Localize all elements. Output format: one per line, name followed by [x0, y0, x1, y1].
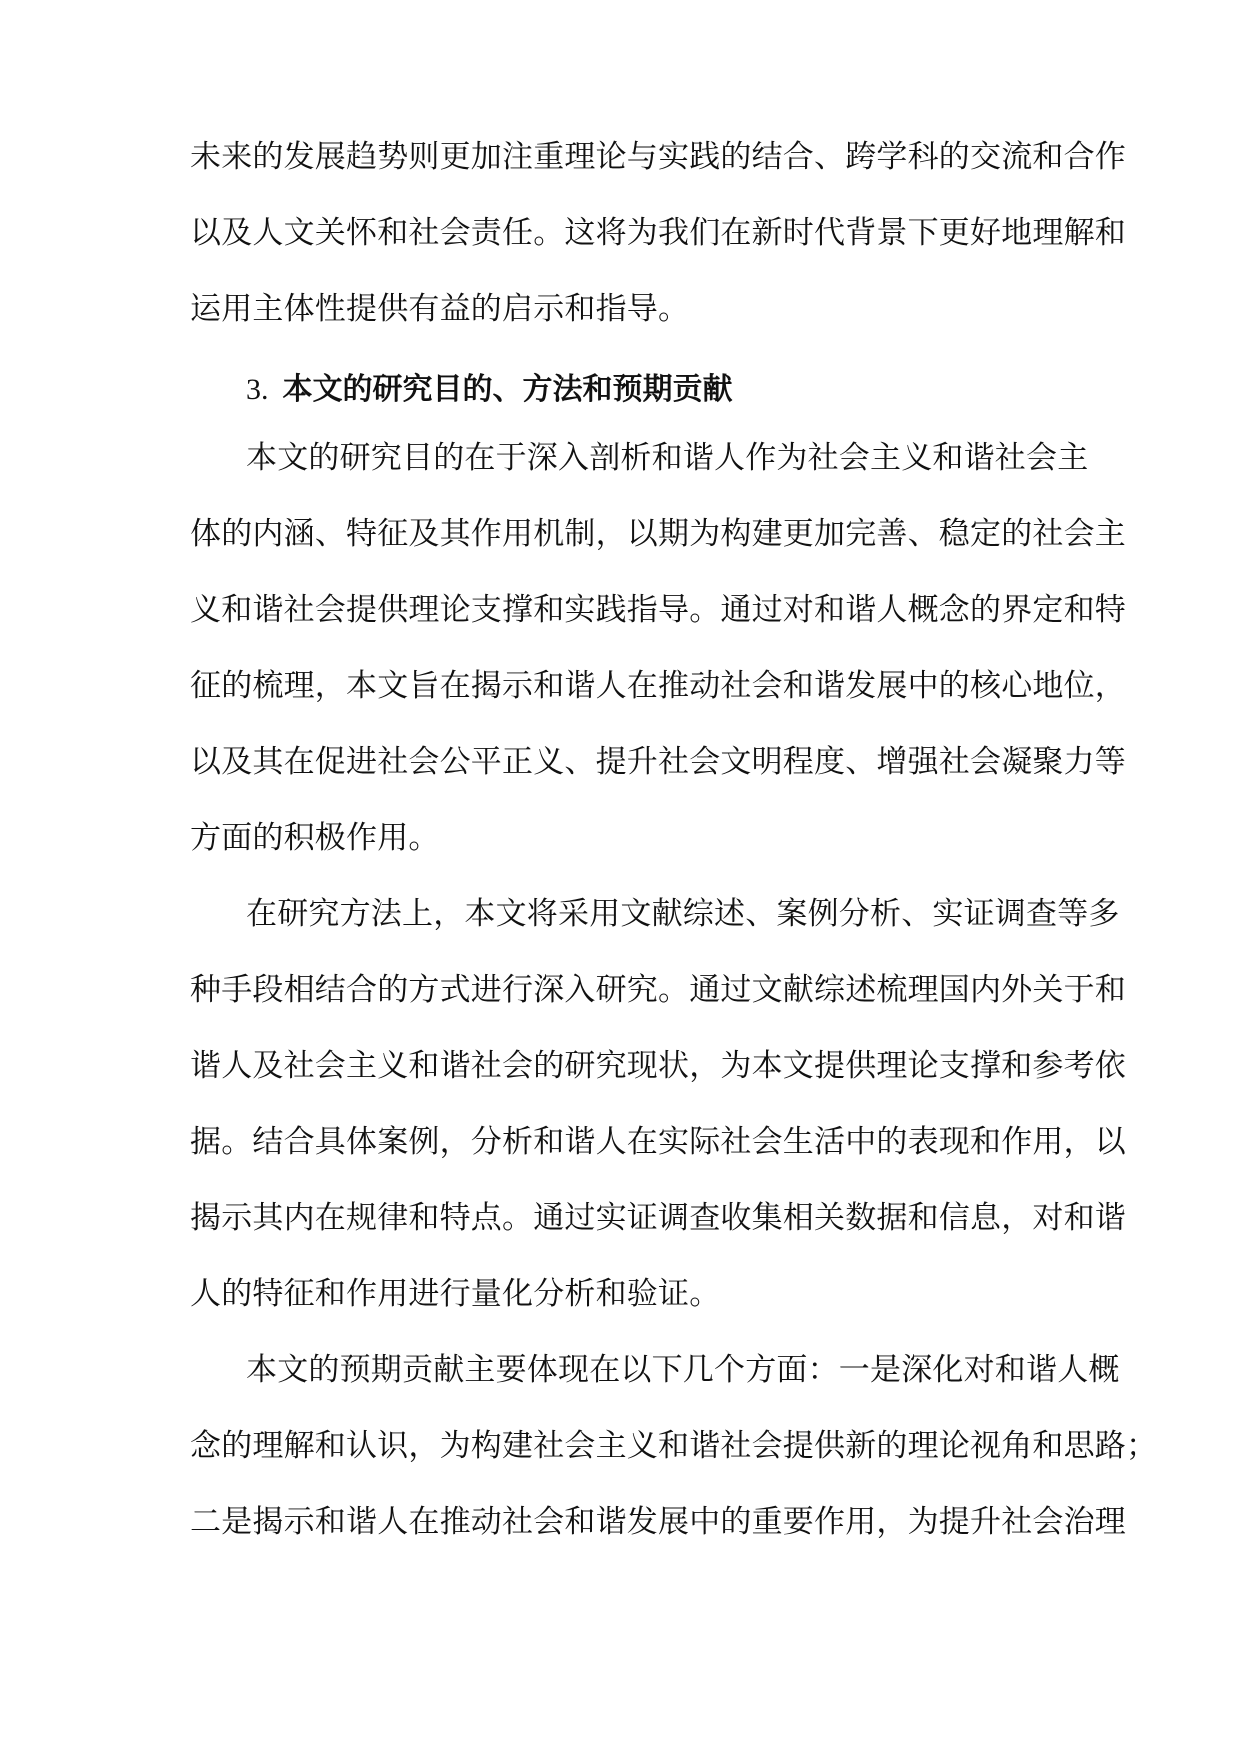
paragraph2-line-3: 谐人及社会主义和谐社会的研究现状，为本文提供理论支撑和参考依: [190, 1048, 1126, 1084]
paragraph1-line-5: 以及其在促进社会公平正义、提升社会文明程度、增强社会凝聚力等: [190, 744, 1126, 780]
intro-line-3: 运用主体性提供有益的启示和指导。: [190, 291, 690, 327]
paragraph2-line-5: 揭示其内在规律和特点。通过实证调查收集相关数据和信息，对和谐: [190, 1200, 1126, 1236]
section-number: 3.: [246, 373, 269, 406]
paragraph2-line-2: 种手段相结合的方式进行深入研究。通过文献综述梳理国内外关于和: [190, 972, 1126, 1008]
paragraph2-line-4: 据。结合具体案例，分析和谐人在实际社会生活中的表现和作用，以: [190, 1124, 1126, 1160]
paragraph3-line-2: 念的理解和认识，为构建社会主义和谐社会提供新的理论视角和思路；: [190, 1428, 1158, 1464]
section-heading: [246, 370, 733, 410]
paragraph3-line-1: 本文的预期贡献主要体现在以下几个方面：一是深化对和谐人概: [246, 1352, 1120, 1388]
paragraph1-line-6: 方面的积极作用。: [190, 820, 440, 856]
paragraph1-line-2: 体的内涵、特征及其作用机制，以期为构建更加完善、稳定的社会主: [190, 516, 1126, 552]
paragraph3-line-3: 二是揭示和谐人在推动社会和谐发展中的重要作用，为提升社会治理: [190, 1504, 1126, 1540]
paragraph2-line-1: 在研究方法上，本文将采用文献综述、案例分析、实证调查等多: [246, 896, 1120, 932]
paragraph1-line-4: 征的梳理，本文旨在揭示和谐人在推动社会和谐发展中的核心地位，: [190, 668, 1126, 704]
intro-line-1: 未来的发展趋势则更加注重理论与实践的结合、跨学科的交流和合作: [190, 139, 1126, 175]
paragraph1-line-3: 义和谐社会提供理论支撑和实践指导。通过对和谐人概念的界定和特: [190, 592, 1126, 628]
paragraph2-line-6: 人的特征和作用进行量化分析和验证。: [190, 1276, 721, 1312]
section-title: 本文的研究目的、方法和预期贡献: [282, 372, 733, 407]
intro-line-2: 以及人文关怀和社会责任。这将为我们在新时代背景下更好地理解和: [190, 215, 1126, 251]
paragraph1-line-1: 本文的研究目的在于深入剖析和谐人作为社会主义和谐社会主: [246, 440, 1089, 476]
